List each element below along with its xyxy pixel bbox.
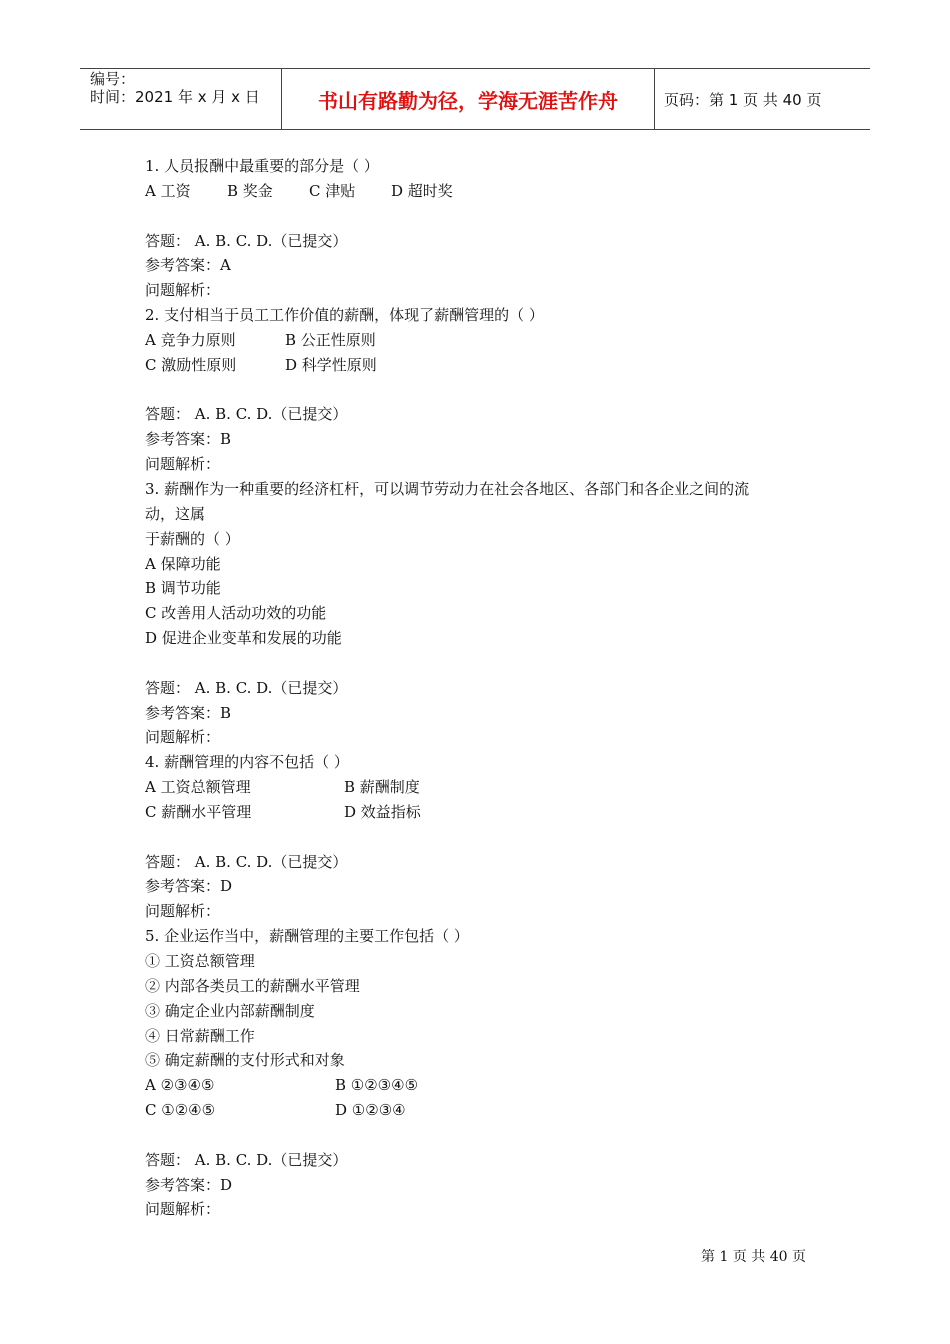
list-item: ⑤ 确定薪酬的支付形式和对象 (145, 1051, 345, 1070)
answer-row: 答题： A. B. C. D.（已提交） (145, 231, 348, 250)
option-d: D ①②③④ (335, 1101, 406, 1120)
option-a: A 工资 (145, 181, 191, 200)
option-a: A ②③④⑤ (145, 1076, 215, 1095)
question-analysis: 问题解析： (145, 1200, 221, 1219)
option-row (145, 353, 825, 378)
header-page-label: 页码：第 1 页 共 40 页 (664, 90, 822, 109)
option-b: B 奖金 (227, 181, 273, 200)
question-analysis: 问题解析： (145, 902, 221, 921)
question-stem: 1. 人员报酬中最重要的部分是（ ） (145, 157, 379, 175)
question-analysis: 问题解析： (145, 728, 221, 747)
question-analysis: 问题解析： (145, 455, 221, 474)
option-d: D 促进企业变革和发展的功能 (145, 629, 342, 648)
option-d: D 效益指标 (344, 802, 421, 821)
option-row (145, 775, 825, 800)
question-stem: 3. 薪酬作为一种重要的经济杠杆，可以调节劳动力在社会各地区、各部门和各企业之间的流 (145, 479, 750, 498)
page-header (80, 68, 870, 130)
option-b: B 公正性原则 (285, 330, 376, 349)
question-stem-continued: 于薪酬的（ ） (145, 529, 240, 548)
option-row (145, 328, 825, 353)
time-label: 时间：2021 年 x 月 x 日 (90, 88, 260, 106)
question-stem-continued: 动，这属 (145, 504, 206, 523)
answer-row: 答题： A. B. C. D.（已提交） (145, 405, 348, 424)
option-a: A 竞争力原则 (145, 330, 236, 349)
reference-answer: 参考答案：B (145, 703, 232, 722)
list-item: ③ 确定企业内部薪酬制度 (145, 1001, 315, 1020)
reference-answer: 参考答案：A (145, 256, 231, 275)
option-a: A 保障功能 (145, 554, 221, 573)
option-a: A 工资总额管理 (145, 778, 251, 797)
number-label: 编号： (90, 70, 136, 88)
option-c: C 激励性原则 (145, 355, 237, 374)
reference-answer: 参考答案：D (145, 877, 233, 896)
header-meta (80, 69, 282, 129)
option-b: B ①②③④⑤ (335, 1076, 419, 1095)
question-stem: 2. 支付相当于员工工作价值的薪酬，体现了薪酬管理的（ ） (145, 306, 544, 325)
question-analysis: 问题解析： (145, 281, 221, 300)
option-c: C ①②④⑤ (145, 1101, 216, 1120)
list-item: ① 工资总额管理 (145, 952, 255, 970)
option-c: C 薪酬水平管理 (145, 802, 252, 821)
list-item: ② 内部各类员工的薪酬水平管理 (145, 976, 360, 995)
answer-row: 答题： A. B. C. D.（已提交） (145, 1150, 348, 1169)
option-c: C 津贴 (309, 181, 356, 200)
list-item: ④ 日常薪酬工作 (145, 1026, 255, 1045)
option-row (145, 800, 825, 825)
option-b: B 薪酬制度 (344, 778, 420, 797)
question-list (145, 154, 825, 1222)
reference-answer: 参考答案：B (145, 430, 232, 449)
option-c: C 改善用人活动功效的功能 (145, 604, 327, 623)
answer-row: 答题： A. B. C. D.（已提交） (145, 678, 348, 697)
option-b: B 调节功能 (145, 579, 221, 598)
answer-row: 答题： A. B. C. D.（已提交） (145, 852, 348, 871)
option-d: D 科学性原则 (285, 355, 377, 374)
question-stem: 5. 企业运作当中，薪酬管理的主要工作包括（ ） (145, 927, 469, 946)
option-row (145, 179, 825, 204)
option-d: D 超时奖 (391, 181, 453, 200)
option-row (145, 1073, 825, 1098)
question-stem: 4. 薪酬管理的内容不包括（ ） (145, 753, 349, 772)
page-footer: 第 1 页 共 40 页 (701, 1249, 806, 1265)
reference-answer: 参考答案：D (145, 1175, 233, 1194)
option-row (145, 1098, 825, 1123)
header-motto: 书山有路勤为径，学海无涯苦作舟 (282, 69, 655, 129)
